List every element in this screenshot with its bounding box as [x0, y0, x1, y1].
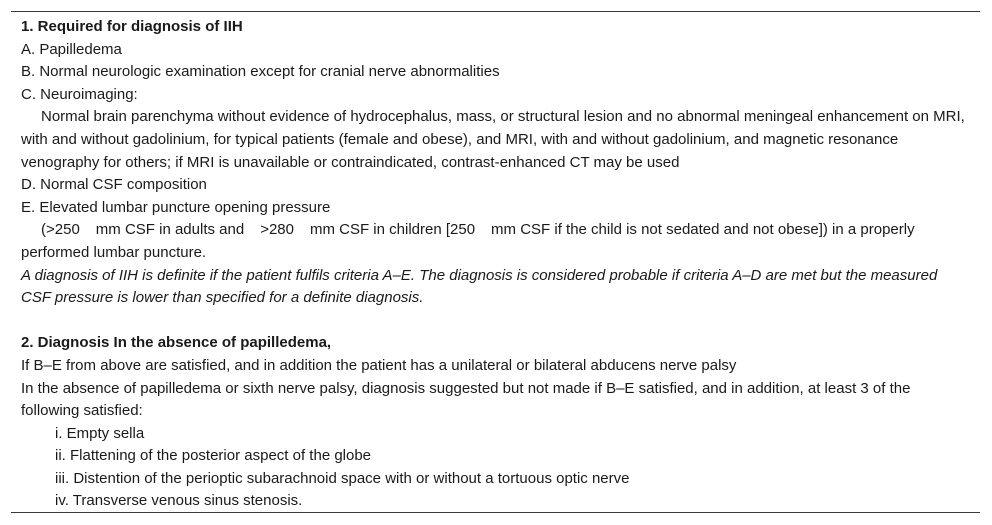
list-item: ii. Flattening of the posterior aspect of the globe	[55, 447, 372, 465]
criterion-a: A. Papilledema	[21, 40, 122, 58]
e-units-adult: mm CSF in adults and	[95, 221, 245, 239]
list-item: i. Empty sella	[55, 424, 145, 442]
criteria-table	[11, 11, 980, 513]
criterion-e-label: E. Elevated lumbar puncture opening pressure	[21, 198, 331, 216]
criterion-b: B. Normal neurologic examination except for cranial nerve abnormalities	[21, 63, 500, 81]
list-item: iii. Distention of the perioptic subarachnoid space with or without a tortuous optic nerve	[55, 469, 630, 487]
spacer	[21, 310, 966, 333]
criterion-e-text	[21, 219, 966, 264]
section2-line2: In the absence of papilledema or sixth nerve palsy, diagnosis suggested but not made if B–E satisfied, and in addition, at least 3 of the following satisfied:	[21, 379, 911, 420]
e-pressure-adult: (>250	[41, 221, 80, 239]
section2-line1: If B–E from above are satisfied, and in addition the patient has a unilateral or bilateral abducens nerve palsy	[21, 356, 737, 374]
e-units-child: mm CSF in children [250	[309, 221, 476, 239]
criterion-c-text: Normal brain parenchyma without evidence of hydrocephalus, mass, or structural lesion and no abnormal meningeal enhancement on MRI, with and without gadolinium, for typical patients (female and obese), and MRI, with and without gadolinium, and magnetic resonance venography for others; if MRI is unavailable or contraindicated, contrast-enhanced CT may be used	[21, 108, 965, 171]
e-units-tail: mm CSF if the child is not sedated and not obese]) in a properly performed lumbar puncture.	[21, 221, 915, 261]
criteria-cell	[21, 16, 966, 513]
list-item: iv. Transverse venous sinus stenosis.	[55, 492, 303, 510]
criterion-c-label: C. Neuroimaging:	[21, 85, 138, 103]
diagnosis-note: A diagnosis of IIH is definite if the patient fulfils criteria A–E. The diagnosis is considered probable if criteria A–D are met but the measured CSF pressure is lower than specified for a definite diagnosis.	[21, 266, 938, 307]
criterion-d: D. Normal CSF composition	[21, 176, 207, 194]
e-pressure-child: >280	[260, 221, 294, 239]
section1-heading: 1. Required for diagnosis of IIH	[21, 18, 243, 35]
section2-heading: 2. Diagnosis In the absence of papilledema,	[21, 334, 332, 352]
